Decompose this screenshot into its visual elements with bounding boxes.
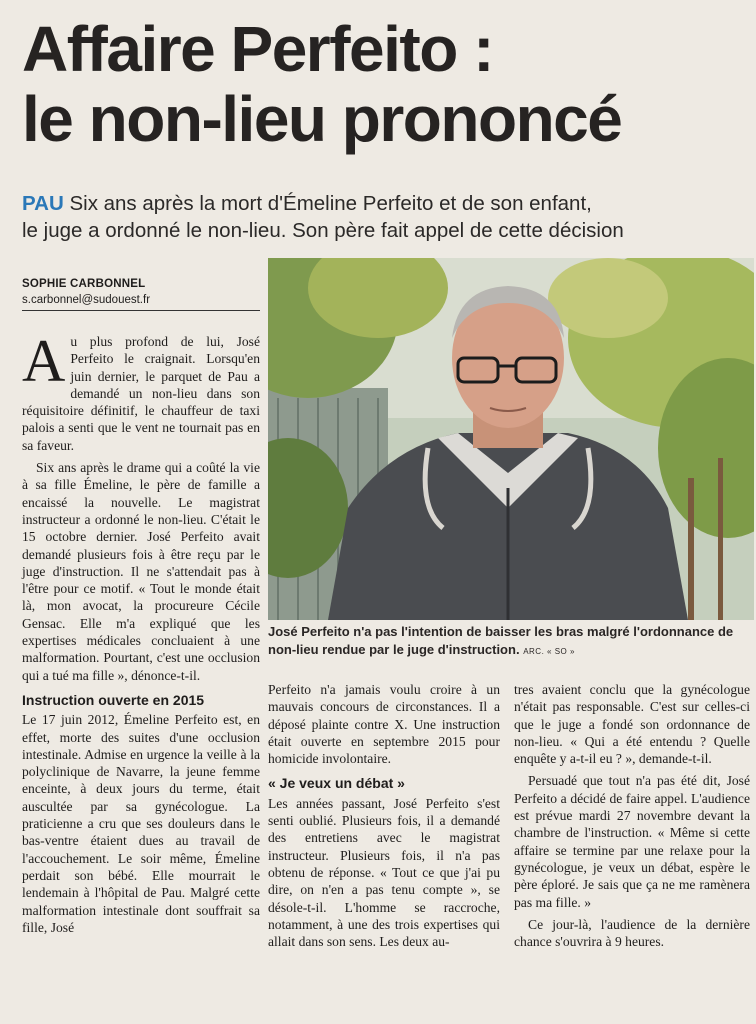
paragraph-6: tres avaient conclu que la gynécologue n'était pas responsable. C'est sur celles-ci que le juge a fondé son ordonnance de non-lieu. « Qui a été entendu ? Quelle enquête y a-t-il eu ? », demande-t-il. bbox=[514, 682, 750, 767]
subheading-instruction: Instruction ouverte en 2015 bbox=[22, 691, 205, 708]
city-label: PAU bbox=[22, 192, 64, 215]
paragraph-1: Au plus profond de lui, José Perfeito le craignait. Lorsqu'en juin dernier, le parquet de Pau a demandé un non-lieu dans son réquisitoire définitif, le chauffeur de taxi palois a senti que le vent ne tournait pas en sa faveur. bbox=[22, 328, 260, 453]
headline-line-1: Affaire Perfeito : bbox=[22, 13, 493, 85]
article-column-2 bbox=[268, 681, 500, 955]
paragraph-3: Le 17 juin 2012, Émeline Perfeito est, en effet, morte des suites d'une occlusion intestinale. Admise en urgence la veille à la polyclinique de Navarre, la jeune femme enceinte, à deux jours du terme, était auscultée par sa gynécologue. La praticienne a cru que ses douleurs dans le bas-ventre étaient dues au travail de l'accouchement. Le soir même, Émeline perdait son bébé. Elle mourrait le lendemain à l'hôpital de Pau. Malgré cette malformation intestinale dont souffrait sa fille, José bbox=[22, 712, 260, 935]
headline-line-2: le non-lieu prononcé bbox=[22, 83, 622, 155]
article-column-3 bbox=[514, 681, 750, 955]
paragraph-7: Persuadé que tout n'a pas été dit, José Perfeito a décidé de faire appel. L'audience est prévue mardi 27 novembre devant la chambre de l'instruction. « Même si cette affaire se termine par une relaxe pour la gynécologue, je veux un débat, espère le père éploré. Je sais que ça ne me ramènera pas ma fille. » bbox=[514, 773, 750, 910]
paragraph-8: Ce jour-là, l'audience de la dernière chance s'ouvrira à 9 heures. bbox=[514, 916, 750, 950]
portrait-image bbox=[268, 258, 754, 620]
headline bbox=[22, 14, 742, 154]
paragraph-5: Les années passant, José Perfeito s'est senti oublié. Plusieurs fois, il a demandé des entretiens avec le magistrat instructeur. Plusieurs fois, il n'a pas obtenu de réponse. « Tout ce que j'ai pu dire, on n'en a pas tenu compte », se désole-t-il. L'homme se raccroche, notamment, à une des trois expertises qui allait dans son sens. Les deux au- bbox=[268, 795, 500, 950]
byline bbox=[22, 278, 260, 311]
photo-jose-perfeito bbox=[268, 258, 754, 620]
author-name: SOPHIE CARBONNEL bbox=[22, 278, 146, 290]
standfirst-line-1: Six ans après la mort d'Émeline Perfeito et de son enfant, bbox=[63, 192, 592, 215]
author-email: s.carbonnel@sudouest.fr bbox=[22, 294, 260, 311]
photo-caption bbox=[268, 623, 754, 661]
photo-credit: ARC. « SO » bbox=[523, 647, 575, 656]
caption-text: José Perfeito n'a pas l'intention de baisser les bras malgré l'ordonnance de non-lieu rendue par le juge d'instruction. bbox=[268, 624, 734, 657]
standfirst bbox=[22, 190, 747, 244]
paragraph-4: Perfeito n'a jamais voulu croire à un mauvais concours de circonstances. Il a déposé plainte contre X. Une instruction était ouverte en septembre 2015 pour homicide involontaire. bbox=[268, 682, 500, 767]
standfirst-line-2: le juge a ordonné le non-lieu. Son père fait appel de cette décision bbox=[22, 219, 624, 242]
paragraph-2: Six ans après le drame qui a coûté la vie à sa fille Émeline, le père de famille a encaissé la nouvelle. Le magistrat instructeur a ordonné le non-lieu. C'était le 15 octobre dernier. José Perfeito avait demandé plusieurs fois à être reçu par le juge d'instruction. Il ne s'attendait pas à l'être pour ce motif. « Tout le monde était là, mon avocat, la procureure Cécile Gensac. Elle m'a expliqué que les expertises médicales concluaient à une malformation. Pourtant, c'est une occlusion qui a tué ma fille », dénonce-t-il. bbox=[22, 460, 260, 683]
dropcap: A bbox=[22, 328, 66, 394]
article-column-1 bbox=[22, 328, 260, 941]
subheading-debat: « Je veux un débat » bbox=[268, 775, 405, 792]
